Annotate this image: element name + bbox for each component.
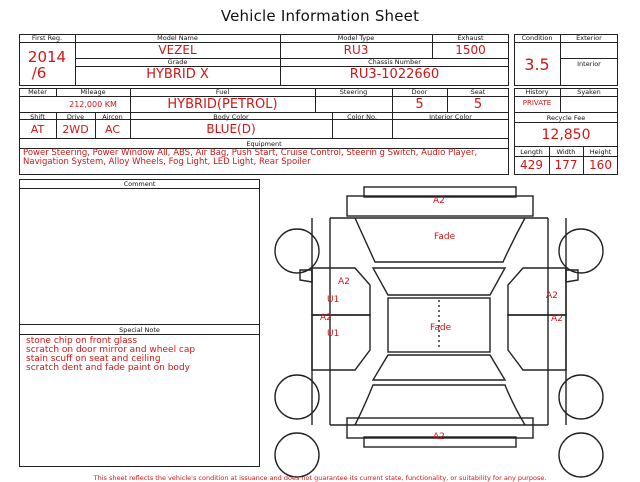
first-reg-month: /6 [31,64,47,82]
damage-mark-left-front: A2 [338,277,350,287]
seat-value: 5 [473,97,483,112]
special-note-item: scratch dent and fade paint on body [26,363,190,373]
chassis-number-value: RU3-1022660 [349,67,440,82]
aircon-label: Aircon [102,113,123,121]
model-type-value: RU3 [343,43,369,57]
steering-label: Steering [339,88,368,96]
color-no-label: Color No. [347,113,377,121]
door-value: 5 [415,97,424,112]
damage-mark-right-front: A2 [546,291,558,301]
special-note-item: stone chip on front glass [26,336,138,346]
shift-value: AT [30,123,45,136]
body-color-value: BLUE(D) [206,122,256,136]
interior-color-label: Interior Color [429,113,472,121]
history-value: PRIVATE [522,99,552,107]
meter-label: Meter [28,88,47,96]
exhaust-label: Exhaust [457,34,484,42]
damage-mark-left-rear: A2 [320,313,332,323]
damage-mark-left-rear-door: U1 [327,329,340,339]
model-name-value: VEZEL [158,43,197,57]
equipment-label: Equipment [246,140,282,148]
width-label: Width [556,148,576,156]
body-color-label: Body Color [213,113,249,121]
width-value: 177 [554,158,578,172]
door-label: Door [411,88,428,96]
fuel-label: Fuel [215,88,230,96]
damage-mark-left-front-door: U1 [327,295,340,305]
comment-box [19,179,260,325]
drive-label: Drive [66,113,85,121]
height-label: Height [589,148,612,156]
damage-mark-front: A2 [433,196,445,206]
grade-label: Grade [167,58,188,66]
special-note-item: stain scuff on seat and ceiling [26,354,161,364]
damage-mark-roof: Fade [430,323,452,333]
recycle-fee-value: 12,850 [541,127,591,143]
special-note-label: Special Note [119,326,160,334]
aircon-value: AC [104,123,120,136]
condition-value: 3.5 [524,55,550,74]
mileage-value: 212,000 KM [69,100,117,109]
first-reg-label: First Reg. [31,34,63,42]
damage-mark-bonnet: Fade [434,232,456,242]
disclaimer-footer: This sheet reflects the vehicle's condition at issuance and does not guarantee its current state, functionality, or suitability for any purpose. [93,474,547,482]
model-type-label: Model Type [337,34,375,42]
recycle-fee-label: Recycle Fee [546,114,586,122]
fuel-value: HYBRID(PETROL) [167,97,278,112]
seat-label: Seat [470,88,486,96]
interior-label: Interior [577,60,601,68]
height-value: 160 [589,158,612,172]
sheet-title: Vehicle Information Sheet [220,7,420,25]
shift-label: Shift [30,113,45,121]
condition-label: Condition [521,34,553,42]
length-value: 429 [520,158,543,172]
damage-mark-right-rear: A2 [551,314,563,324]
equipment-value: Power Steering, Power Window All, ABS, Air Bag, Push Start, Cruise Control, Steerin g Switch, Audio Player, Navigation System, Alloy Wheels, Fog Light, LED Light, Rear Spoiler [23,148,478,167]
syaken-label: Syaken [577,88,601,96]
first-reg-year: 2014 [27,48,67,66]
special-note-list [26,337,256,373]
length-label: Length [520,148,543,156]
exterior-label: Exterior [576,34,602,42]
damage-mark-rear: A2 [433,432,445,442]
comment-label: Comment [123,180,156,188]
drive-value: 2WD [62,123,89,136]
chassis-number-label: Chassis Number [368,58,421,66]
grade-value: HYBRID X [146,67,209,82]
history-label: History [525,88,549,96]
model-name-label: Model Name [157,34,198,42]
mileage-label: Mileage [80,88,106,96]
special-note-item: scratch on door mirror and wheel cap [26,345,196,355]
exhaust-value: 1500 [455,43,486,57]
